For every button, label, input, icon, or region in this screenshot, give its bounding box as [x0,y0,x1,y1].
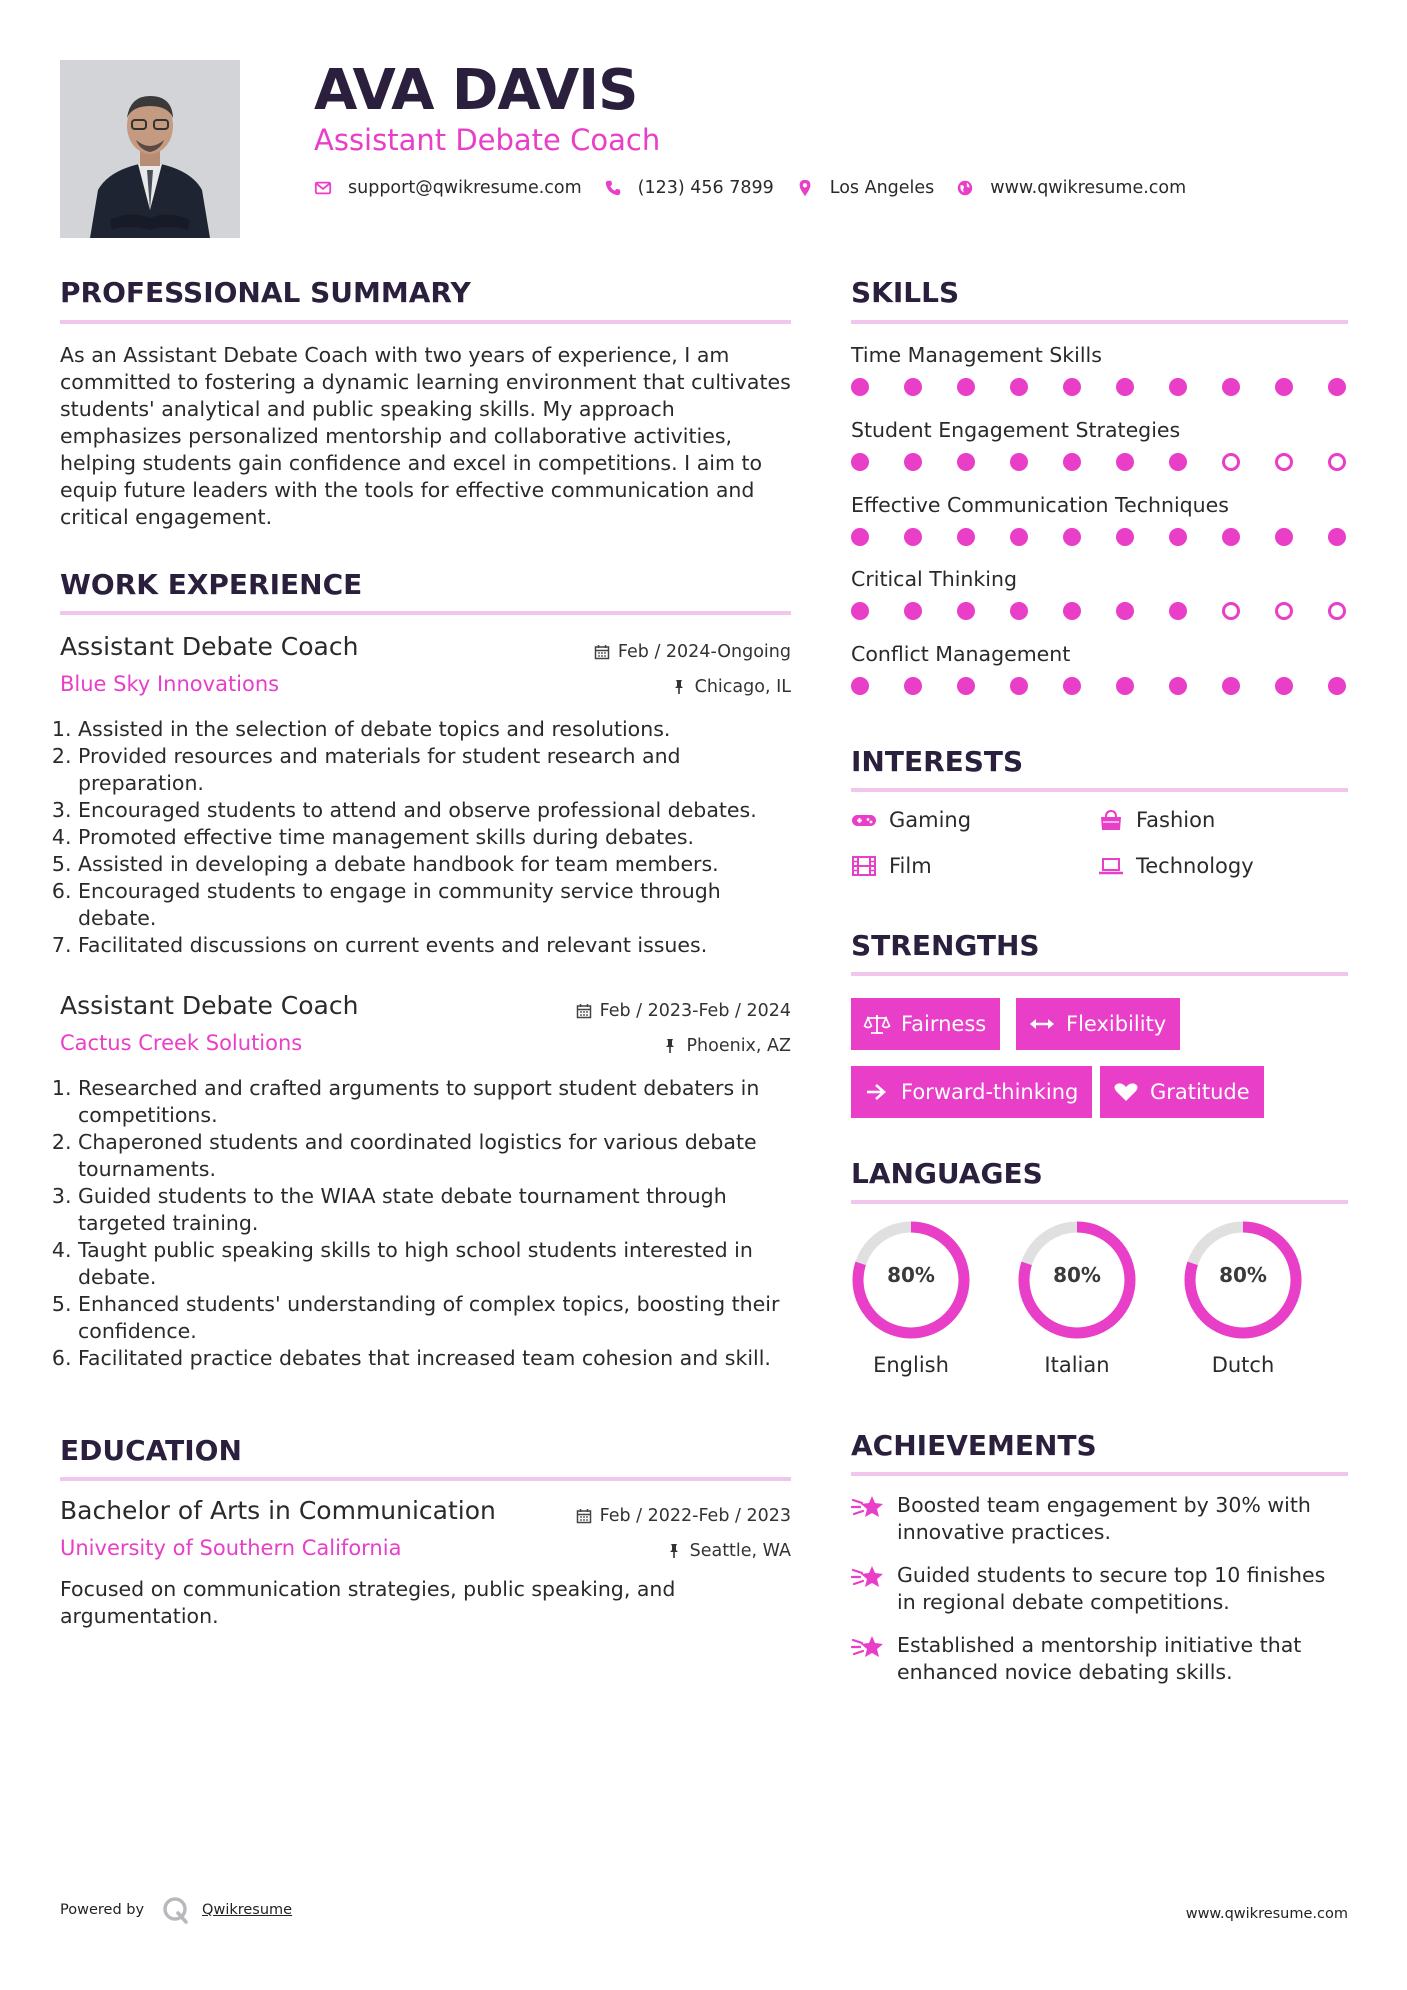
rating-dot-filled [1275,677,1293,695]
contact-location [796,178,935,198]
education-description: Focused on communication strategies, public speaking, and argumentation. [60,1577,676,1628]
rating-dot-filled [1275,528,1293,546]
list-item: 1. Researched and crafted arguments to support student debaters in competitions. [78,1075,791,1129]
strength-label: Flexibility [1066,1012,1167,1036]
list-item: 7. Facilitated discussions on current events and relevant issues. [78,932,791,959]
contact-phone[interactable] [604,178,774,198]
arrows-horizontal-icon [1028,1013,1056,1035]
strengths-rule [851,972,1348,976]
job-dates-text: Feb / 2024-Ongoing [617,642,791,662]
contact-email[interactable] [314,178,582,198]
interests-list [851,808,1348,898]
job-title: Assistant Debate Coach [60,632,359,661]
skill-name: Effective Communication Techniques [851,493,1229,517]
rating-dot-filled [904,528,922,546]
skill-name: Conflict Management [851,642,1071,666]
rating-dot-filled [1169,677,1187,695]
skills-rule [851,320,1348,324]
rating-dot-filled [1275,378,1293,396]
rating-dot-empty [1222,453,1240,471]
rating-dot-filled [957,378,975,396]
list-item: 6. Encouraged students to engage in community service through debate. [78,878,791,932]
rating-dot-filled [957,528,975,546]
language-percent: 80% [1219,1263,1267,1287]
rating-dot-filled [957,602,975,620]
education-heading: EDUCATION [60,1434,242,1467]
job-entry [60,991,791,1381]
experience-heading: WORK EXPERIENCE [60,568,363,601]
list-item: 5. Assisted in developing a debate handbook for team members. [78,851,791,878]
job-location-text: Chicago, IL [694,677,791,697]
job-dates [594,642,791,662]
achievement-item [851,1492,1348,1546]
location-text: Los Angeles [829,178,935,198]
rating-dot-filled [851,677,869,695]
rating-dot-filled [1116,453,1134,471]
heart-icon [1112,1081,1140,1103]
phone-text: (123) 456 7899 [637,178,774,198]
job-bullets [60,1075,791,1372]
interest-item [851,808,971,832]
language-name: Dutch [1211,1353,1275,1377]
rating-dot-filled [1116,677,1134,695]
candidate-name: AVA DAVIS [314,58,638,123]
shopping-bag-icon [1098,809,1124,831]
rating-dot-filled [1063,677,1081,695]
skill-rating [851,528,1348,548]
gamepad-icon [851,809,877,831]
achievement-item [851,1632,1348,1686]
shooting-star-icon [851,1632,885,1662]
language-item [1182,1219,1304,1377]
website-text: www.qwikresume.com [990,178,1187,198]
globe-icon [956,179,974,197]
profile-photo [60,60,240,238]
interest-label: Technology [1136,854,1254,878]
achievement-text: Boosted team engagement by 30% with innovative practices. [897,1493,1311,1544]
rating-dot-filled [1063,602,1081,620]
skill-rating [851,453,1348,473]
footer-powered [60,1895,292,1925]
rating-dot-filled [957,453,975,471]
achievements-rule [851,1472,1348,1476]
skill-rating [851,378,1348,398]
list-item: 6. Facilitated practice debates that increased team cohesion and skill. [78,1345,791,1372]
list-item: 4. Taught public speaking skills to high school students interested in debate. [78,1237,791,1291]
education-dates-text: Feb / 2022-Feb / 2023 [599,1506,791,1526]
skill-name: Time Management Skills [851,343,1102,367]
rating-dot-filled [851,378,869,396]
strength-chip [1100,1066,1264,1118]
interests-heading: INTERESTS [851,745,1024,778]
interest-label: Gaming [889,808,972,832]
list-item: 1. Assisted in the selection of debate topics and resolutions. [78,716,791,743]
rating-dot-filled [1063,378,1081,396]
rating-dot-filled [1222,528,1240,546]
school-name: University of Southern California [60,1536,402,1560]
calendar-icon [594,644,610,660]
skills-heading: SKILLS [851,276,960,309]
education-location-text: Seattle, WA [689,1541,791,1561]
job-company: Blue Sky Innovations [60,672,280,696]
interest-label: Fashion [1136,808,1216,832]
list-item: 5. Enhanced students' understanding of complex topics, boosting their confidence. [78,1291,791,1345]
phone-icon [604,179,622,197]
interest-item [1098,808,1215,832]
skill-name: Critical Thinking [851,567,1017,591]
education-rule [60,1477,791,1481]
interest-item [851,854,932,878]
education-location [666,1541,791,1561]
experience-rule [60,611,791,615]
list-item: 2. Provided resources and materials for student research and preparation. [78,743,791,797]
achievements-list [851,1492,1348,1692]
pushpin-icon [671,679,687,695]
rating-dot-filled [851,528,869,546]
rating-dot-filled [1010,378,1028,396]
rating-dot-filled [1116,528,1134,546]
job-company: Cactus Creek Solutions [60,1031,303,1055]
rating-dot-filled [1063,453,1081,471]
contact-bar [314,178,1208,198]
rating-dot-filled [1328,677,1346,695]
achievement-item [851,1562,1348,1616]
rating-dot-filled [851,602,869,620]
degree-title: Bachelor of Arts in Communication [60,1496,496,1525]
map-pin-icon [796,179,814,197]
rating-dot-filled [1063,528,1081,546]
rating-dot-empty [1222,602,1240,620]
skill-item [851,417,1348,473]
rating-dot-filled [904,378,922,396]
strength-label: Forward-thinking [901,1080,1079,1104]
rating-dot-empty [1275,602,1293,620]
rating-dot-filled [1116,602,1134,620]
skill-item [851,492,1348,548]
rating-dot-filled [1116,378,1134,396]
powered-by-text: Powered by [60,1902,145,1918]
skills-list [851,342,1348,712]
job-dates-text: Feb / 2023-Feb / 2024 [599,1001,791,1021]
list-item: 4. Promoted effective time management skills during debates. [78,824,791,851]
rating-dot-filled [1010,528,1028,546]
skill-item [851,641,1348,697]
skill-rating [851,602,1348,622]
pushpin-icon [662,1038,678,1054]
envelope-icon [314,179,332,197]
pushpin-icon [666,1543,682,1559]
summary-rule [60,320,791,324]
languages-rule [851,1200,1348,1204]
rating-dot-empty [1328,602,1346,620]
rating-dot-empty [1328,453,1346,471]
rating-dot-filled [904,602,922,620]
language-percent: 80% [1053,1263,1101,1287]
laptop-icon [1098,855,1124,877]
scale-icon [863,1013,891,1035]
rating-dot-filled [1010,602,1028,620]
education-entry [60,1496,791,1636]
rating-dot-filled [904,677,922,695]
shooting-star-icon [851,1562,885,1592]
rating-dot-filled [1328,528,1346,546]
strength-chip [1016,998,1180,1050]
film-icon [851,855,877,877]
summary-heading: PROFESSIONAL SUMMARY [60,276,471,309]
footer-url[interactable]: www.qwikresume.com [1185,1906,1348,1922]
qwikresume-logo-icon [160,1895,190,1925]
candidate-title: Assistant Debate Coach [314,123,661,157]
rating-dot-filled [1169,378,1187,396]
rating-dot-filled [851,453,869,471]
calendar-icon [576,1003,592,1019]
rating-dot-empty [1275,453,1293,471]
strengths-heading: STRENGTHS [851,929,1040,962]
arrow-right-icon [863,1081,891,1103]
rating-dot-filled [904,453,922,471]
interests-rule [851,788,1348,792]
achievement-text: Established a mentorship initiative that enhanced novice debating skills. [897,1633,1302,1684]
job-bullets [60,716,791,959]
qwikresume-link[interactable]: Qwikresume [202,1902,293,1918]
job-location-text: Phoenix, AZ [686,1036,791,1056]
email-text: support@qwikresume.com [348,178,582,198]
language-item [850,1219,972,1377]
language-item [1016,1219,1138,1377]
shooting-star-icon [851,1492,885,1522]
rating-dot-filled [1010,453,1028,471]
rating-dot-filled [1169,453,1187,471]
language-percent: 80% [887,1263,935,1287]
language-name: English [873,1353,949,1377]
rating-dot-filled [1222,378,1240,396]
job-title: Assistant Debate Coach [60,991,359,1020]
skill-name: Student Engagement Strategies [851,418,1181,442]
strength-chip [851,1066,1092,1118]
interest-label: Film [889,854,932,878]
job-entry [60,632,791,962]
rating-dot-filled [957,677,975,695]
skill-item [851,342,1348,398]
summary-text: As an Assistant Debate Coach with two years of experience, I am committed to fostering a dynamic learning environment that cultivates students' analytical and public speaking skills. My approach emphasizes personalized mentorship and collaborative activities, helping students gain confidence and excel in competitions. I aim to equip future leaders with the tools for effective communication and critical engagement. [60,343,791,529]
strength-label: Gratitude [1150,1080,1250,1104]
achievement-text: Guided students to secure top 10 finishes in regional debate competitions. [897,1563,1326,1614]
achievements-heading: ACHIEVEMENTS [851,1429,1097,1462]
interest-item [1098,854,1254,878]
rating-dot-filled [1169,528,1187,546]
rating-dot-filled [1169,602,1187,620]
list-item: 3. Guided students to the WIAA state debate tournament through targeted training. [78,1183,791,1237]
rating-dot-filled [1010,677,1028,695]
calendar-icon [576,1508,592,1524]
rating-dot-filled [1222,677,1240,695]
list-item: 2. Chaperoned students and coordinated logistics for various debate tournaments. [78,1129,791,1183]
job-location [662,1036,791,1056]
education-dates [576,1506,791,1526]
rating-dot-filled [1328,378,1346,396]
list-item: 3. Encouraged students to attend and observe professional debates. [78,797,791,824]
strength-label: Fairness [901,1012,987,1036]
languages-heading: LANGUAGES [851,1157,1043,1190]
skill-rating [851,677,1348,697]
language-name: Italian [1044,1353,1110,1377]
contact-website[interactable] [956,178,1186,198]
job-dates [576,1001,791,1021]
job-location [671,677,791,697]
skill-item [851,566,1348,622]
strength-chip [851,998,1000,1050]
